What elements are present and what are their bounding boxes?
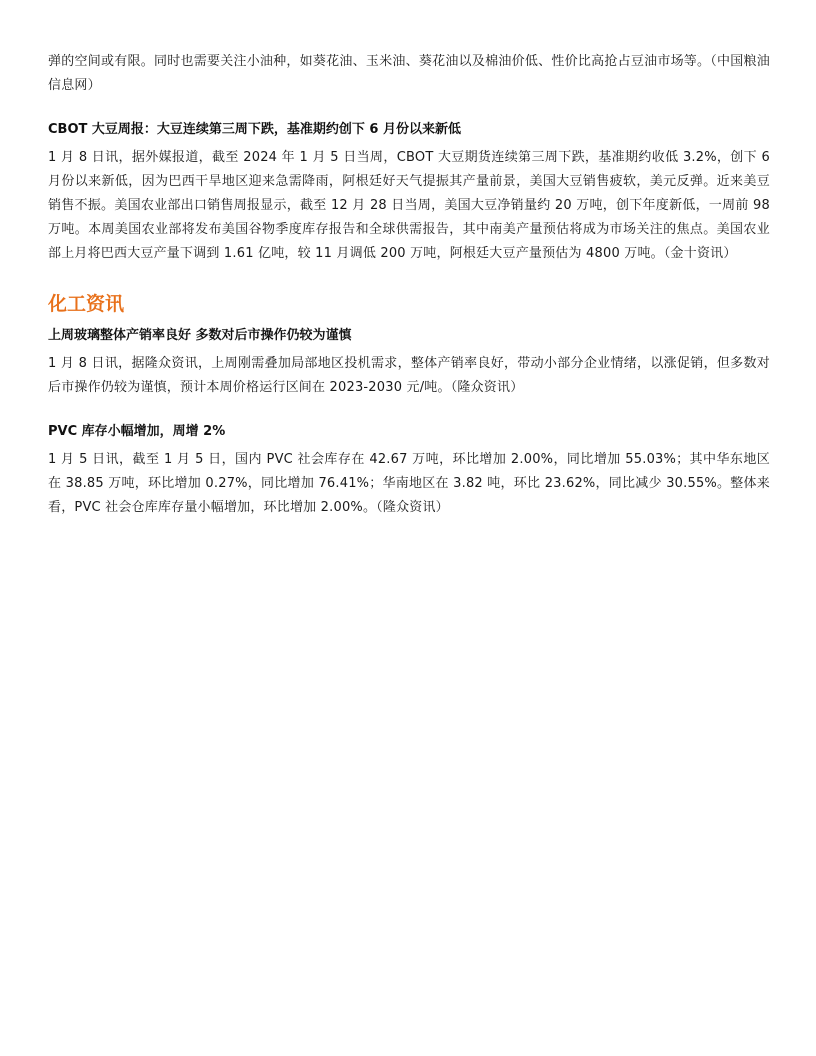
article-title: 上周玻璃整体产销率良好 多数对后市操作仍较为谨慎 bbox=[48, 328, 352, 343]
article-pvc bbox=[48, 420, 770, 520]
intro-paragraph: 弹的空间或有限。同时也需要关注小油种，如葵花油、玉米油、葵花油以及棉油价低、性价比高抢占豆油市场等。（中国粮油信息网） bbox=[48, 54, 770, 93]
article-cbot-soybean bbox=[48, 118, 770, 266]
article-body: 1 月 8 日讯，据隆众资讯，上周刚需叠加局部地区投机需求，整体产销率良好，带动小部分企业情绪，以涨促销，但多数对后市操作仍较为谨慎，预计本周价格运行区间在 2023-2030 元/吨。（隆众资讯） bbox=[48, 356, 770, 395]
document-page bbox=[48, 50, 770, 520]
article-body: 1 月 5 日讯，截至 1 月 5 日，国内 PVC 社会库存在 42.67 万吨，环比增加 2.00%，同比增加 55.03%；其中华东地区在 38.85 万吨，环比增加 0.27%，同比增加 76.41%；华南地区在 3.82 吨，环比 23.62%，同比减少 30.55%。整体来看，PVC 社会仓库库存量小幅增加，环比增加 2.00%。（隆众资讯） bbox=[48, 452, 770, 515]
article-body: 1 月 8 日讯，据外媒报道，截至 2024 年 1 月 5 日当周，CBOT 大豆期货连续第三周下跌，基准期约收低 3.2%，创下 6 月份以来新低，因为巴西干旱地区迎来急需降雨，阿根廷好天气提振其产量前景，美国大豆销售疲软，美元反弹。近来美豆销售不振。美国农业部出口销售周报显示，截至 12 月 28 日当周，美国大豆净销量约 20 万吨，创下年度新低，一周前 98 万吨。本周美国农业部将发布美国谷物季度库存报告和全球供需报告，其中南美产量预估将成为市场关注的焦点。美国农业部上月将巴西大豆产量下调到 1.61 亿吨，较 11 月调低 200 万吨，阿根廷大豆产量预估为 4800 万吨。（金十资讯） bbox=[48, 150, 770, 261]
article-title: CBOT 大豆周报：大豆连续第三周下跌，基准期约创下 6 月份以来新低 bbox=[48, 122, 461, 137]
article-title: PVC 库存小幅增加，周增 2% bbox=[48, 424, 226, 439]
section-heading-chemical: 化工资讯 bbox=[48, 293, 125, 315]
article-glass bbox=[48, 324, 770, 400]
